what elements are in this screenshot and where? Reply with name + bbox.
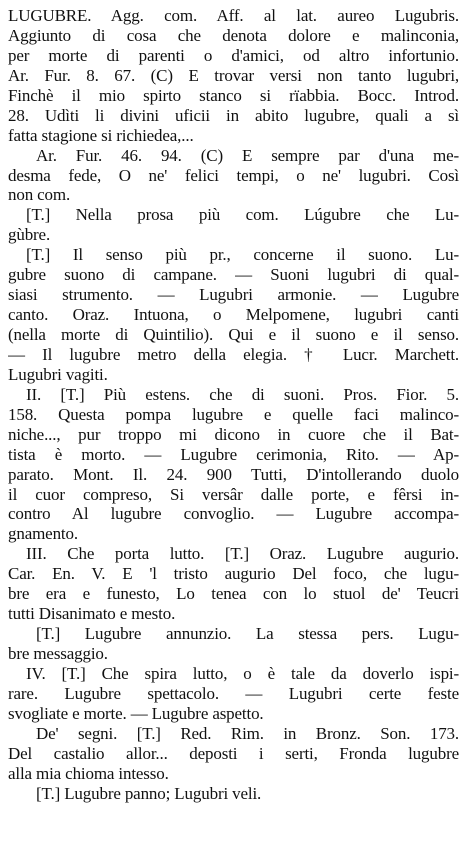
entry-line: De' segni. [T.] Red. Rim. in Bronz. Son. 173. — [36, 723, 459, 743]
entry-line: niche..., pur troppo mi dicono in cuore che il Bat- — [8, 424, 459, 444]
entry-line: bre messaggio. — [8, 644, 108, 663]
entry-line: 158. Questa pompa lugubre e quelle faci malinco- — [8, 404, 459, 424]
entry-line: gùbre. — [8, 225, 51, 245]
entry-line: gnamento. — [8, 524, 78, 544]
entry-line: contro Al lugubre convoglio. — Lugubre accompa- — [8, 504, 459, 524]
entry-line: Aggiunto di cosa che denota dolore e malinconia, — [8, 25, 459, 45]
entry-line: parato. Mont. Il. 24. 900 Tutti, D'intollerando duolo — [8, 464, 459, 484]
entry-line: per morte di parenti o d'amici, od altro infortunio. — [8, 45, 459, 65]
entry-line: bre era e funesto, Lo tenea con lo stuol de' Teucri — [8, 584, 459, 604]
entry-line: Ar. Fur. 46. 94. (C) E sempre par d'una me- — [36, 145, 459, 165]
entry-line: siasi strumento. — Lugubri armonie. — Lugubre — [8, 285, 459, 305]
dictionary-entry-lugubre — [8, 6, 459, 804]
entry-line: IV. [T.] Che spira lutto, o è tale da doverlo ispi- — [26, 663, 459, 683]
entry-line: fatta stagione si richiedea,... — [8, 125, 194, 145]
entry-line: rare. Lugubre spettacolo. — Lugubri certe feste — [8, 683, 459, 703]
entry-line: non com. — [8, 185, 71, 205]
entry-line: Ar. Fur. 8. 67. (C) E trovar versi non tanto lugubri, — [8, 65, 459, 85]
entry-line: [T.] Lugubre annunzio. La stessa pers. Lugu- — [36, 624, 459, 644]
entry-line: II. [T.] Più estens. che di suoni. Pros. Fior. 5. — [26, 384, 459, 404]
entry-line: svogliate e morte. — Lugubre aspetto. — [8, 703, 264, 723]
entry-line: gubre suono di campane. — Suoni lugubri di qual- — [8, 265, 459, 285]
entry-line: canto. Oraz. Intuona, o Melpomene, lugubri canti — [8, 305, 459, 325]
entry-line: — Il lugubre metro della elegia. † Lucr. Marchett. — [8, 344, 459, 364]
entry-line: [T.] Nella prosa più com. Lúgubre che Lu- — [26, 205, 459, 225]
entry-line: (nella morte di Quintilio). Qui e il suono e il senso. — [8, 325, 459, 344]
entry-line: Finchè il mio spirto stanco si rïabbia. Bocc. Introd. — [8, 85, 459, 105]
entry-line: 28. Udìti li divini uficii in abito lugubre, quali a sì — [8, 105, 459, 125]
entry-line: desma fede, O ne' felici tempi, o ne' lugubri. Così — [8, 165, 459, 185]
entry-line: III. Che porta lutto. [T.] Oraz. Lugubre augurio. — [26, 544, 459, 564]
entry-line: alla mia chioma intesso. — [8, 763, 169, 783]
entry-line: il cuor compreso, Si versâr dalle porte, e fêrsi in- — [8, 484, 459, 504]
entry-line: Lugubri vagiti. — [8, 364, 108, 384]
entry-line: LUGUBRE. Agg. com. Aff. al lat. aureo Lugubris. — [8, 6, 459, 25]
entry-line: Del castalio allor... deposti i serti, Fronda lugubre — [8, 743, 459, 763]
entry-line: tista è morto. — Lugubre cerimonia, Rito. — Ap- — [8, 444, 459, 464]
entry-line: Car. En. V. E 'l tristo augurio Del foco, che lugu- — [8, 564, 459, 584]
entry-line: [T.] Lugubre panno; Lugubri veli. — [36, 783, 262, 803]
entry-line: tutti Disanimato e mesto. — [8, 604, 176, 624]
entry-line: [T.] Il senso più pr., concerne il suono. Lu- — [26, 245, 459, 265]
